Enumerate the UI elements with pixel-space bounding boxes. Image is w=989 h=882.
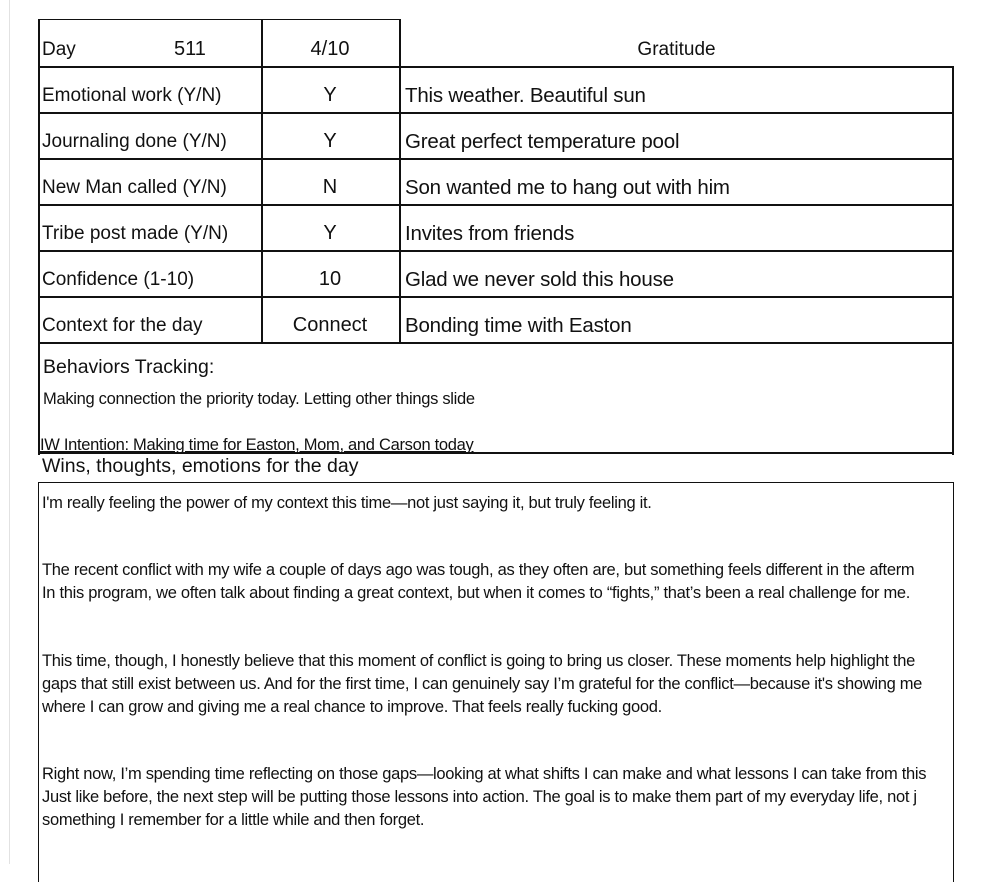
gratitude-item-4: Invites from friends [405, 222, 575, 245]
table-left-border [38, 19, 40, 455]
gratitude-item-2: Great perfect temperature pool [405, 130, 680, 153]
wins-line: Just like before, the next step will be putting those lessons into action. The goal is to make them part of my everyday life, not j [42, 788, 917, 806]
day-number: 511 [174, 38, 206, 60]
wins-content [42, 484, 951, 864]
wins-line: where I can grow and giving me a real chance to improve. That feels really fucking good. [42, 698, 662, 716]
wins-line: The recent conflict with my wife a couple of days ago was tough, as they often are, but something feels different in the afterm [42, 561, 915, 579]
emotional-work-label: Emotional work (Y/N) [42, 85, 222, 106]
wins-line: This time, though, I honestly believe that this moment of conflict is going to bring us closer. These moments help highlight the [42, 652, 915, 670]
row-line-5 [38, 250, 954, 252]
gratitude-item-5: Glad we never sold this house [405, 268, 674, 291]
context-label: Context for the day [42, 315, 203, 336]
confidence-label: Confidence (1-10) [42, 269, 195, 290]
page-margin-line [9, 0, 10, 864]
gratitude-item-6: Bonding time with Easton [405, 314, 632, 337]
confidence-value: 10 [318, 268, 342, 290]
day-label: Day [42, 39, 76, 60]
gratitude-title: Gratitude [637, 39, 716, 60]
table-right-border [952, 66, 954, 455]
gratitude-item-1: This weather. Beautiful sun [405, 84, 646, 107]
gratitude-item-3: Son wanted me to hang out with him [405, 176, 730, 199]
wins-title: Wins, thoughts, emotions for the day [42, 455, 359, 477]
row-line-0 [399, 66, 954, 68]
row-line-4 [38, 204, 954, 206]
row-line-1 [38, 66, 401, 68]
intention-clip [40, 430, 640, 452]
col-divider-2 [399, 19, 401, 343]
wins-line: In this program, we often talk about finding a great context, but when it comes to “fights,” that’s been a real challenge for me. [42, 584, 911, 602]
intention-text: IW Intention: Making time for Easton, Mom, and Carson today [40, 436, 474, 452]
behaviors-title: Behaviors Tracking: [43, 356, 215, 378]
new-man-called-label: New Man called (Y/N) [42, 177, 227, 198]
row-line-7 [38, 342, 954, 344]
row-line-2 [38, 112, 954, 114]
tribe-post-label: Tribe post made (Y/N) [42, 223, 229, 244]
journaling-value: Y [323, 130, 337, 152]
wins-line: something I remember for a little while and then forget. [42, 811, 425, 829]
date-value: 4/10 [310, 38, 350, 60]
wins-line: gaps that still exist between us. And for the first time, I can genuinely say I’m grateful for the conflict—because it's showing me [42, 675, 923, 693]
journaling-label: Journaling done (Y/N) [42, 131, 227, 152]
context-value: Connect [292, 314, 368, 336]
wins-line: I'm really feeling the power of my context this time—not just saying it, but truly feeling it. [42, 494, 652, 512]
wins-line: Right now, I’m spending time reflecting on those gaps—looking at what shifts I can make and what lessons I can take from this [42, 765, 927, 783]
row-line-3 [38, 158, 954, 160]
behaviors-bottom-line [38, 452, 954, 454]
new-man-called-value: N [322, 176, 338, 198]
row-line-6 [38, 296, 954, 298]
tribe-post-value: Y [323, 222, 337, 244]
emotional-work-value: Y [323, 84, 337, 106]
behaviors-text: Making connection the priority today. Letting other things slide [43, 390, 475, 408]
